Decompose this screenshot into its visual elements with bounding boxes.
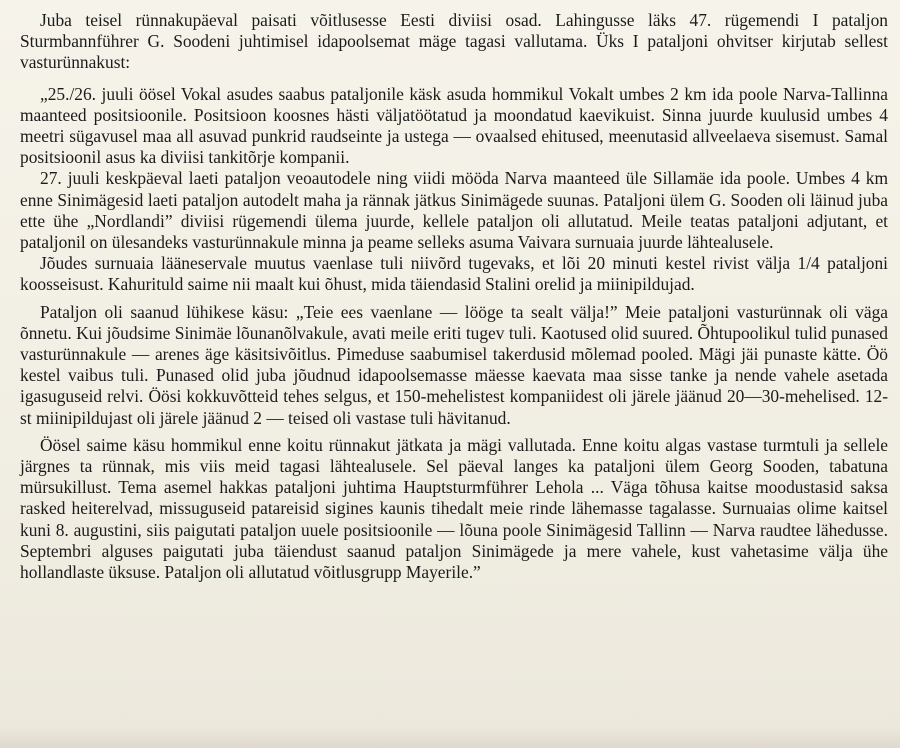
quote-paragraph-5: Öösel saime käsu hommikul enne koitu rünnakut jätkata ja mägi vallutada. Enne koitu algas vastase turmtuli ja sellele järgnes ta rünnak, mis viis meid tagasi lähtealusele. Sel päeval langes ka pataljoni ülem Georg Sooden, tabatuna mürsukillust. Tema asemel hakkas pataljoni juhtima Hauptsturmführer Lehola ... Väga tõhusa kaitse moodustasid saksa rasked heiterelvad, missuguseid patareisid sigines kaunis tihedalt meie rinde lähemasse tagalasse. Surnuaias olime kaitsel kuni 8. augustini, siis paigutati pataljon uuele positsioonile — lõuna poole Sinimägesid Tallinn — Narva raudtee lähedusse. Septembri alguses paigutati juba täiendust saanud pataljon Sinimägede ja mere vahele, kust vahetasime välja ühe hollandlaste üksuse. Pataljon oli allutatud võitlusgrupp Mayerile.”: [20, 434, 888, 583]
quote-paragraph-1: „25./26. juuli öösel Vokal asudes saabus pataljonile käsk asuda hommikul Vokalt umbes 2 km ida poole Narva-Tallinna maanteed positsioonile. Positsioon koosnes hästi väljatöötatud ja moondatud kaevikuist. Sinna juurde kuulusid umbes 4 meetri sügavusel maa all asuvad punkrid raudseinte ja ustega — ovaalsed ehitused, meenutasid allveelaeva sisemust. Samal positsioonil asus ka diviisi tankitõrje kompanii.: [20, 83, 888, 168]
page-bottom-shadow: [0, 726, 900, 748]
quote-paragraph-2: 27. juuli keskpäeval laeti pataljon veoautodele ning viidi mööda Narva maanteed üle Sillamäe ida poole. Umbes 4 km enne Sinimägesid laeti pataljon autodelt maha ja rännak jätkus Sinimägede suunas. Pataljoni ülem G. Sooden oli läinud juba ette ühe „Nordlandi” diviisi rügemendi ülema juurde, kellele pataljon oli allutatud. Meile teatas pataljoni adjutant, et pataljonil on ülesandeks vasturünnakule minna ja peame selleks asuma Vaivara surnuaia juurde lähtealusele.: [20, 168, 888, 253]
quote-paragraph-3: Jõudes surnuaia lääneservale muutus vaenlase tuli niivõrd tugevaks, et lõi 20 minuti kestel rivist välja 1/4 pataljoni koosseisust. Kahurituld saime nii maalt kui õhust, mida täiendasid Stalini orelid ja miinipildujad.: [20, 253, 888, 295]
page-text: [20, 10, 888, 583]
quote-paragraph-4: Pataljon oli saanud lühikese käsu: „Teie ees vaenlane — lööge ta sealt välja!” Meie pataljoni vasturünnak oli väga õnnetu. Kui jõudsime Sinimäe lõunanõlvakule, avati meile eriti tugev tuli. Kaotused olid suured. Õhtupoolikul tulid punased vasturünnakule — arenes äge käsitsivõitlus. Pimeduse saabumisel takerdusid mõlemad pooled. Mägi jäi punaste kätte. Öö kestel vaibus tuli. Punased olid juba jõudnud idapoolsemasse mäesse kaevata maa sisse tanke ja nende vahele asetada igasuguseid relvi. Öösi kokkuvõtteid tehes selgus, et 150-mehelistest kompaniidest oli järele jäänud 20—30-mehelised. 12-st miinipildujast oli järele jäänud 2 — teised oli vastase tuli hävitanud.: [20, 301, 888, 428]
intro-paragraph: Juba teisel rünnakupäeval paisati võitlusesse Eesti diviisi osad. Lahingusse läks 47. rügemendi I pataljon Sturmbannführer G. Soodeni juhtimisel idapoolsemat mäge tagasi vallutama. Üks I pataljoni ohvitser kirjutab sellest vasturünnakust:: [20, 10, 888, 73]
